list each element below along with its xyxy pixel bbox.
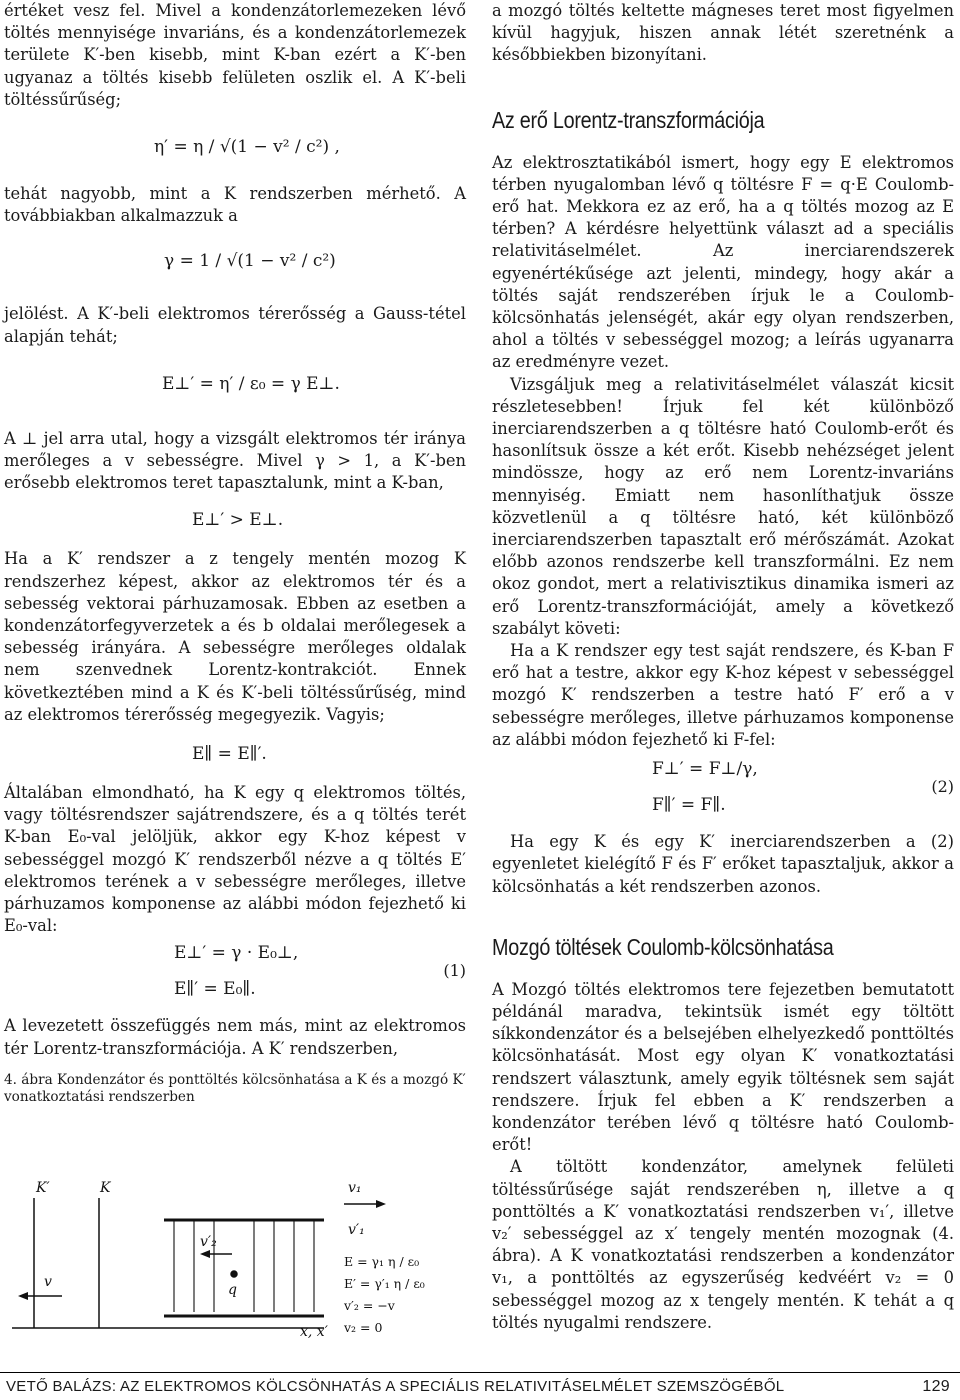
right-column: [492, 0, 954, 1334]
relation-v2-prime: v′₂ = −v: [344, 1298, 395, 1313]
equation-line-b: F∥′ = F∥.: [652, 795, 726, 816]
paragraph-4: A ⊥ jel arra utal, hogy a vizsgált elektromos tér iránya merőleges a v sebességre. Mivel γ > 1, a K′-ben erősebb elektromos teret tapasztalunk, mint a K-ban,: [4, 428, 466, 493]
relation-e-prime: E′ = γ′₁ η / ε₀: [344, 1276, 425, 1291]
label-v1-prime: v′₁: [348, 1222, 365, 1238]
equation-text: E⊥′ > E⊥.: [192, 510, 284, 531]
label-v1: v₁: [348, 1180, 362, 1196]
paragraph-2: tehát nagyobb, mint a K rendszerben mérhető. A továbbiakban alkalmazzuk a: [4, 184, 466, 226]
equation-e-parallel: [4, 726, 466, 782]
paragraph-inertial: Vizsgáljuk meg a relativitáselmélet válaszát kicsit részletesebben! Írjuk fel két különböző inerciarendszerben a q töltésre ható Coulomb-erőt és hasonlítsuk össze a két erőt. Kisebb nehézséget jelent mindössze, hogy az erő nem Lorentz-invariáns mennyiség. Emiatt nem hasonlíthatjuk össze közvetlenül a q töltésre ható, két különböző inerciarendszerben tapasztalt erő mérőszámát. Azokat előbb azonos rendszerbe kell transzformálni. Ez nem okoz gondot, mert a relativisztikus dinamika ismeri az erő Lorentz-transzformációját, amely a következő szabályt követi:: [492, 374, 954, 638]
figure-caption: 4. ábra Kondenzátor és ponttöltés kölcsönhatása a K és a mozgó K′ vonatkoztatási rendszerben: [4, 1071, 466, 1105]
equation-text: η′ = η / √(1 − v² / c²) ,: [154, 137, 340, 158]
label-k: K: [100, 1180, 111, 1196]
paragraph-3: jelölést. A K′-beli elektromos térerősség a Gauss-tétel alapján tehát;: [4, 304, 466, 346]
paragraph-rule: Ha a K rendszer egy test saját rendszere, és K-ban F erő hat a testre, akkor egy K-hoz képest v sebességgel mozgó K′ rendszerben a testre ható F′ erő a v sebességre merőleges, illetve párhuzamos komponense az alábbi módon fejezhető ki F-fel:: [492, 641, 954, 749]
footer-rule: [0, 1372, 960, 1373]
section-heading-force-transform: Az erő Lorentz-transzformációja: [492, 106, 765, 133]
running-title: VETŐ BALÁZS: AZ ELEKTROMOS KÖLCSÖNHATÁS A SPECIÁLIS RELATIVITÁSELMÉLET SZEMSZÖGÉBŐL: [6, 1378, 785, 1395]
label-q: q: [228, 1282, 237, 1298]
paragraph-6: Általában elmondható, ha K egy q elektromos töltés, vagy töltésrendszer sajátrendszere, és a q töltés terét K-ban E₀-val jelöljük, akkor egy K-hoz képest v sebességgel mozgó K′ rendszerből nézve a q töltés E′ elektromos terének a v sebességre merőleges, illetve párhuzamos komponense az alábbi módon fejezhető ki E₀-val:: [4, 783, 466, 936]
equation-gamma: [4, 227, 466, 303]
paragraph-continued: a mozgó töltés keltette mágneses teret most figyelmen kívül hagyjuk, hiszen annak létét szeretnénk a későbbiekben bizonyítani.: [492, 1, 954, 65]
paragraph-coulomb: Az elektrosztatikából ismert, hogy egy E elektromos térben nyugalomban lévő q töltésre F = q·E Coulomb-erő hat. Mekkora ez az erő, ha a q töltés mozog az E térben? A kérdésre helyettünk választ ad a speciális relativitáselmélet. Az inerciarendszerek egyenértékűsége azt jelenti, mindegy, hogy akár a töltés saját rendszerében írjuk le a Coulomb-kölcsönhatás jelenségét, akár egy olyan rendszerben, ahol a töltés v sebességgel mozog; a leírás ugyanarra az eredményre vezet.: [492, 152, 954, 372]
footer: [6, 1378, 954, 1395]
relation-e: E = γ₁ η / ε₀: [344, 1254, 420, 1269]
figure-4-diagram: [4, 1178, 464, 1340]
equation-inequality: [4, 494, 466, 548]
equation-text: γ = 1 / √(1 − v² / c²): [164, 251, 336, 272]
left-column: [4, 0, 466, 1106]
equation-text: E∥ = E∥′.: [192, 744, 267, 765]
paragraph-equivalence: Ha egy K és egy K′ inerciarendszerben a (2) egyenletet kielégítő F és F′ erőket tapasztaljuk, akkor a kölcsönhatás a két rendszerben azonos.: [492, 832, 954, 896]
relation-v2: v₂ = 0: [344, 1320, 383, 1335]
label-v: v: [44, 1274, 52, 1290]
paragraph-5: Ha a K′ rendszer a z tengely mentén mozog K rendszerhez képest, akkor az elektromos tér és a sebesség vektorai párhuzamosak. Ebben az esetben a kondenzátorfegyverzetek a és b oldalai merőlegesek a sebesség irányára. A sebességre merőleges oldalak nem szenvednek Lorentz-kontrakciót. Ennek következtében mind a K és K′-beli töltéssűrűség, mind az elektromos térerősség megegyezik. Vagyis;: [4, 549, 466, 724]
page-number: 129: [922, 1378, 950, 1395]
point-charge-q: [231, 1271, 237, 1277]
paragraph-7: A levezetett összefüggés nem más, mint az elektromos tér Lorentz-transzformációja. A K′ rendszerben,: [4, 1016, 466, 1058]
paragraph-example: A Mozgó töltés elektromos tere fejezetben bemutatott példánál maradva, tekintsük ismét egy töltött síkkondenzátor és a belsejében elhelyezkedő ponttöltés kölcsönhatását. Most egy olyan K′ vonatkoztatási rendszert választunk, amely egyik töltésnek sem saját rendszere. Írjuk fel ebben a K′ rendszerben a kondenzátor terében lévő q töltésre ható Coulomb-erőt!: [492, 979, 954, 1155]
label-v2-prime: v′₂: [200, 1234, 217, 1250]
paragraph-intro: értéket vesz fel. Mivel a kondenzátorlemezeken lévő töltés mennyisége invariáns, és a kondenzátorlemezek területe K′-ben kisebb, mint K-ban ezért a K′-ben ugyanaz a töltés kisebb felületen oszlik el. A K′-beli töltéssűrűség;: [4, 1, 466, 109]
equation-block-2: [492, 751, 954, 831]
equation-line-a: E⊥′ = γ · E₀⊥,: [174, 943, 299, 964]
equation-number: (1): [443, 961, 466, 981]
equation-eta-prime: [4, 121, 466, 183]
paragraph-capacitor: A töltött kondenzátor, amelynek felületi töltéssűrűsége saját rendszerében η, illetve a q ponttöltés a K′ vonatkoztatási rendszerben v₁′, illetve v₂′ sebességgel az x′ tengely mentén mozognak (4. ábra). A K vonatkoztatási rendszerben a kondenzátor v₁, a ponttöltés az egyszerűség kedvéért v₂ = 0 sebességgel mozog az x tengely mentén. K tehát a q töltés nyugalmi rendszere.: [492, 1157, 954, 1332]
section-heading-moving-charges: Mozgó töltések Coulomb-kölcsönhatása: [492, 933, 834, 960]
equation-line-a: F⊥′ = F⊥/γ,: [652, 759, 758, 780]
equation-text: E⊥′ = η′ / ε₀ = γ E⊥.: [162, 373, 340, 394]
equation-line-b: E∥′ = E₀∥.: [174, 979, 256, 1000]
label-k-prime: K′: [36, 1180, 50, 1196]
equation-number: (2): [931, 777, 954, 797]
label-axes: x, x′: [300, 1324, 328, 1340]
equation-block-1: [4, 937, 466, 1015]
equation-e-perp: [4, 348, 466, 428]
